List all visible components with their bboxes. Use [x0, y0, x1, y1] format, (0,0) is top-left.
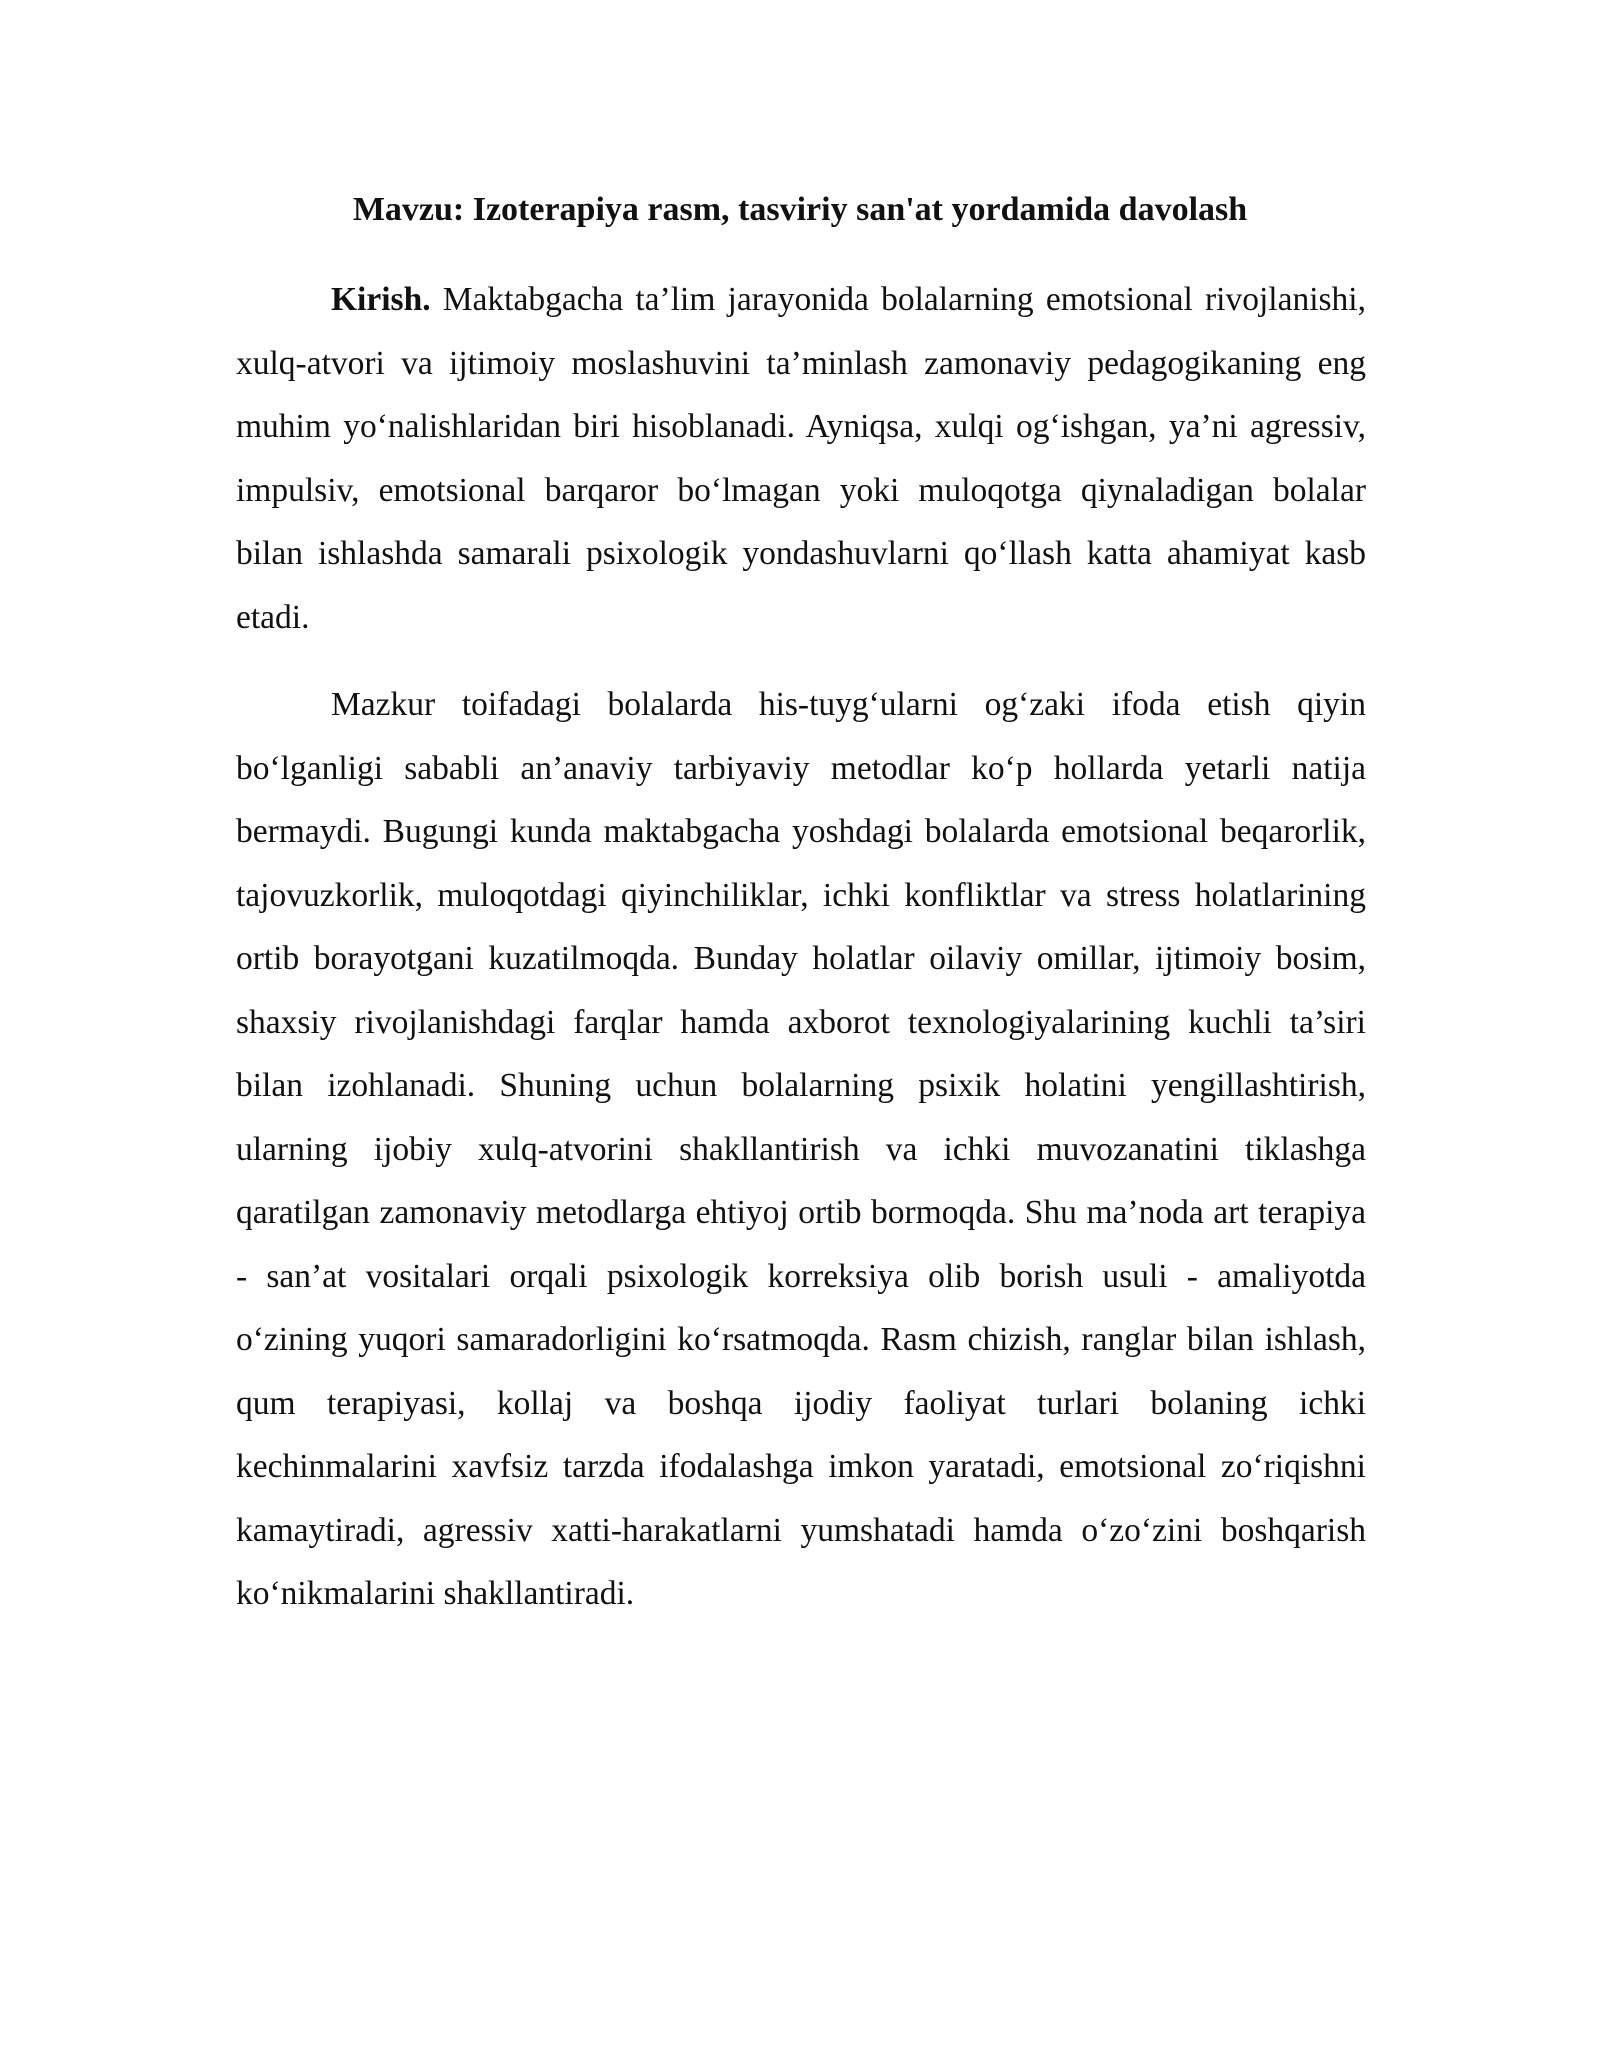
- intro-lead-heading: Kirish.: [331, 281, 431, 318]
- intro-paragraph: [236, 268, 1366, 649]
- intro-paragraph-text: Maktabgacha ta’lim jarayonida bolalarning emotsional rivojlanishi, xulq-atvori va ijtimoiy moslashuvini ta’minlash zamonaviy pedagogikaning eng muhim yo‘nalishlaridan biri hisoblanadi. Ayniqsa, xulqi og‘ishgan, ya’ni agressiv, impulsiv, emotsional barqaror bo‘lmagan yoki muloqotga qiynaladigan bolalar bilan ishlashda samarali psixologik yondashuvlarni qo‘llash katta ahamiyat kasb etadi.: [236, 281, 1366, 636]
- body-paragraph: Mazkur toifadagi bolalarda his-tuyg‘ularni og‘zaki ifoda etish qiyin bo‘lganligi sababli an’anaviy tarbiyaviy metodlar ko‘p hollarda yetarli natija bermaydi. Bugungi kunda maktabgacha yoshdagi bolalarda emotsional beqarorlik, tajovuzkorlik, muloqotdagi qiyinchiliklar, ichki konfliktlar va stress holatlarining ortib borayotgani kuzatilmoqda. Bunday holatlar oilaviy omillar, ijtimoiy bosim, shaxsiy rivojlanishdagi farqlar hamda axborot texnologiyalarining kuchli ta’siri bilan izohlanadi. Shuning uchun bolalarning psixik holatini yengillashtirish, ularning ijobiy xulq-atvorini shakllantirish va ichki muvozanatini tiklashga qaratilgan zamonaviy metodlarga ehtiyoj ortib bormoqda. Shu ma’noda art terapiya - san’at vositalari orqali psixologik korreksiya olib borish usuli - amaliyotda o‘zining yuqori samaradorligini ko‘rsatmoqda. Rasm chizish, ranglar bilan ishlash, qum terapiyasi, kollaj va boshqa ijodiy faoliyat turlari bolaning ichki kechinmalarini xavfsiz tarzda ifodalashga imkon yaratadi, emotsional zo‘riqishni kamaytiradi, agressiv xatti-harakatlarni yumshatadi hamda o‘zo‘zini boshqarish ko‘nikmalarini shakllantiradi.: [236, 686, 1366, 1612]
- document-title: Mavzu: Izoterapiya rasm, tasviriy san'at yordamida davolash: [352, 191, 1248, 228]
